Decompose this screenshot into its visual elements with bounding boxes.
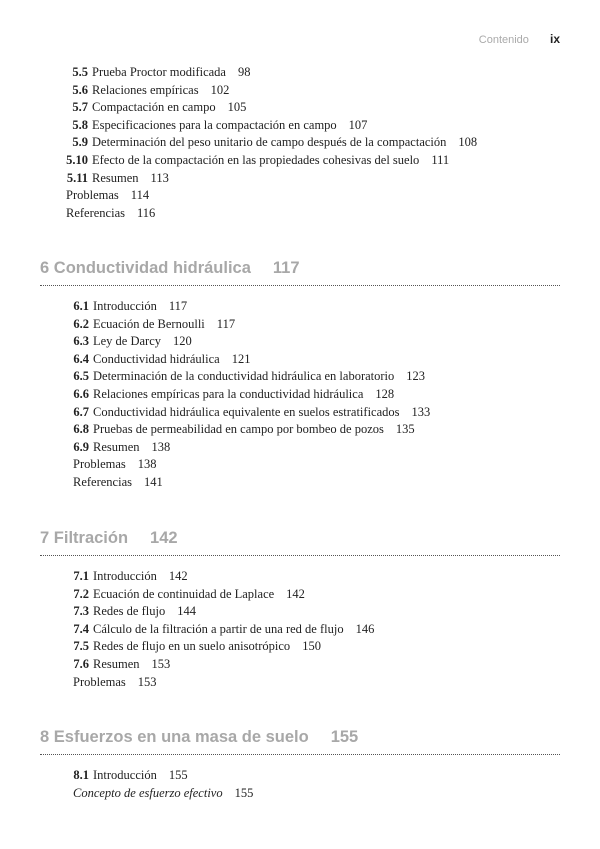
toc-entry-number: 5.7	[72, 100, 88, 115]
toc-entry-number: 6.9	[73, 439, 89, 454]
toc-entry-number: 6.3	[73, 334, 89, 349]
toc-entry	[73, 621, 374, 639]
toc-entry	[73, 421, 430, 439]
toc-entry-title: Conductividad hidráulica	[93, 351, 220, 366]
chapter-heading	[40, 259, 300, 278]
toc-entry-title: Redes de flujo en un suelo anisotrópico	[93, 639, 291, 654]
dotted-divider	[40, 555, 560, 556]
toc-entry	[73, 386, 430, 404]
toc-entry-number: 6.4	[73, 351, 89, 366]
toc-entry	[73, 368, 430, 386]
toc-entry	[73, 333, 430, 351]
toc-section-list	[73, 568, 374, 691]
toc-entry-page: 102	[210, 82, 230, 97]
toc-entry-number: 6.7	[73, 404, 89, 419]
toc-entry-number: 6.8	[73, 422, 89, 437]
toc-entry	[66, 134, 477, 152]
toc-entry-number: 5.10	[66, 152, 88, 167]
toc-entry-number: 8.1	[73, 768, 89, 782]
chapter-title: Conductividad hidráulica	[53, 259, 251, 277]
toc-entry	[73, 568, 374, 586]
toc-entry-title: Prueba Proctor modificada	[92, 65, 226, 79]
toc-entry-page: 135	[395, 422, 415, 437]
toc-entry-title: Conductividad hidráulica equivalente en suelos estratificados	[93, 404, 400, 419]
toc-entry	[66, 64, 477, 82]
toc-entry-page: 142	[168, 569, 188, 583]
toc-entry-title: Problemas	[73, 457, 126, 472]
toc-entry-page: 153	[137, 674, 157, 689]
toc-entry	[66, 170, 477, 188]
toc-entry-page: 138	[151, 439, 171, 454]
chapter-title: Esfuerzos en una masa de suelo	[53, 728, 309, 746]
toc-entry	[73, 656, 374, 674]
toc-entry-page: 153	[151, 656, 171, 671]
toc-entry-number: 7.5	[73, 639, 89, 654]
toc-entry	[66, 99, 477, 117]
toc-entry-page: 117	[216, 316, 236, 331]
toc-entry-title: Pruebas de permeabilidad en campo por bombeo de pozos	[93, 422, 384, 437]
toc-entry	[73, 785, 253, 803]
toc-entry	[66, 205, 477, 223]
toc-entry-number: 7.2	[73, 586, 89, 601]
toc-entry-number: 7.6	[73, 656, 89, 671]
toc-entry	[73, 674, 374, 692]
toc-entry-page: 144	[177, 604, 196, 619]
toc-entry-number: 6.1	[73, 299, 89, 313]
chapter-heading	[40, 529, 178, 548]
chapter-page: 142	[150, 529, 178, 547]
toc-entry-page: 155	[168, 768, 188, 782]
toc-entry-title: Ecuación de Bernoulli	[93, 316, 205, 331]
toc-section-list	[66, 64, 477, 222]
toc-entry-number: 6.6	[73, 386, 89, 401]
toc-entry-title: Resumen	[93, 439, 140, 454]
running-header	[479, 32, 560, 46]
toc-entry	[66, 152, 477, 170]
chapter-title: Filtración	[53, 529, 129, 547]
toc-entry-title: Introducción	[93, 299, 157, 313]
chapter-page: 155	[330, 728, 359, 746]
dotted-divider	[40, 285, 560, 286]
chapter-page: 117	[272, 259, 300, 277]
toc-entry-page: 120	[173, 334, 192, 349]
toc-entry-page: 142	[286, 586, 305, 601]
toc-entry-number: 7.4	[73, 621, 89, 636]
toc-entry-title: Cálculo de la filtración a partir de una red de flujo	[93, 621, 344, 636]
toc-entry	[73, 474, 430, 492]
chapter-number: 7	[40, 529, 50, 547]
toc-entry-title: Redes de flujo	[93, 604, 166, 619]
toc-entry-title: Especificaciones para la compactación en campo	[92, 117, 337, 132]
toc-entry-number: 5.11	[66, 170, 88, 185]
toc-entry-title: Relaciones empíricas para la conductividad hidráulica	[93, 386, 364, 401]
toc-entry	[73, 456, 430, 474]
toc-entry-number: 5.5	[72, 65, 88, 79]
toc-entry-title: Compactación en campo	[92, 100, 216, 115]
toc-entry	[73, 638, 374, 656]
toc-entry-page: 146	[355, 621, 375, 636]
toc-entry-title: Determinación del peso unitario de campo después de la compactación	[92, 135, 447, 150]
toc-entry-title: Ley de Darcy	[93, 334, 162, 349]
toc-entry-title: Relaciones empíricas	[92, 82, 199, 97]
toc-entry-page: 123	[406, 369, 426, 384]
running-header-section: Contenido	[478, 34, 529, 46]
toc-entry-page: 121	[231, 351, 251, 366]
toc-entry-page: 150	[302, 639, 321, 654]
toc-entry-title: Determinación de la conductividad hidráulica en laboratorio	[93, 369, 395, 384]
toc-entry-page: 114	[130, 188, 150, 203]
toc-entry-title: Resumen	[92, 170, 139, 185]
toc-entry	[73, 603, 374, 621]
toc-entry-title: Referencias	[73, 474, 132, 489]
toc-entry	[73, 298, 430, 316]
toc-entry-number: 5.6	[72, 82, 88, 97]
toc-entry	[73, 767, 253, 785]
toc-section-list	[73, 298, 430, 492]
toc-entry-page: 111	[431, 152, 450, 167]
toc-entry-page: 117	[168, 299, 188, 313]
toc-entry-number: 5.9	[72, 135, 88, 150]
chapter-heading	[40, 728, 358, 747]
toc-entry-number: 6.5	[73, 369, 89, 384]
toc-entry-title: Introducción	[93, 569, 157, 583]
toc-entry-page: 128	[375, 386, 395, 401]
dotted-divider	[40, 754, 560, 755]
toc-entry-title: Problemas	[66, 188, 119, 203]
toc-entry-page: 155	[234, 785, 254, 800]
toc-entry-page: 98	[237, 65, 251, 79]
toc-entry-title: Efecto de la compactación en las propiedades cohesivas del suelo	[92, 152, 420, 167]
toc-entry-title: Problemas	[73, 674, 126, 689]
toc-entry-title: Introducción	[93, 768, 157, 782]
toc-entry-page: 141	[144, 474, 163, 489]
toc-entry	[66, 117, 477, 135]
toc-entry-number: 7.3	[73, 604, 89, 619]
toc-entry	[73, 404, 430, 422]
toc-entry	[73, 439, 430, 457]
chapter-number: 6	[40, 259, 50, 277]
toc-entry-title: Resumen	[93, 656, 140, 671]
toc-entry	[73, 351, 430, 369]
toc-entry-page: 133	[411, 404, 431, 419]
toc-entry	[73, 586, 374, 604]
toc-entry-number: 7.1	[73, 569, 89, 583]
toc-entry-title: Referencias	[66, 205, 125, 220]
toc-entry-title: Concepto de esfuerzo efectivo	[73, 785, 223, 800]
toc-entry-page: 105	[227, 100, 247, 115]
toc-entry-page: 108	[458, 135, 478, 150]
toc-entry-title: Ecuación de continuidad de Laplace	[93, 586, 275, 601]
chapter-number: 8	[40, 728, 50, 746]
toc-entry-page: 107	[348, 117, 368, 132]
toc-entry-page: 138	[137, 457, 157, 472]
toc-entry	[73, 316, 430, 334]
toc-entry-number: 5.8	[72, 117, 88, 132]
toc-entry-page: 116	[137, 205, 156, 220]
toc-entry-number: 6.2	[73, 316, 89, 331]
toc-entry	[66, 82, 477, 100]
toc-section-list	[73, 767, 253, 802]
page-number: ix	[549, 32, 560, 46]
toc-entry	[66, 187, 477, 205]
toc-entry-page: 113	[150, 170, 169, 185]
